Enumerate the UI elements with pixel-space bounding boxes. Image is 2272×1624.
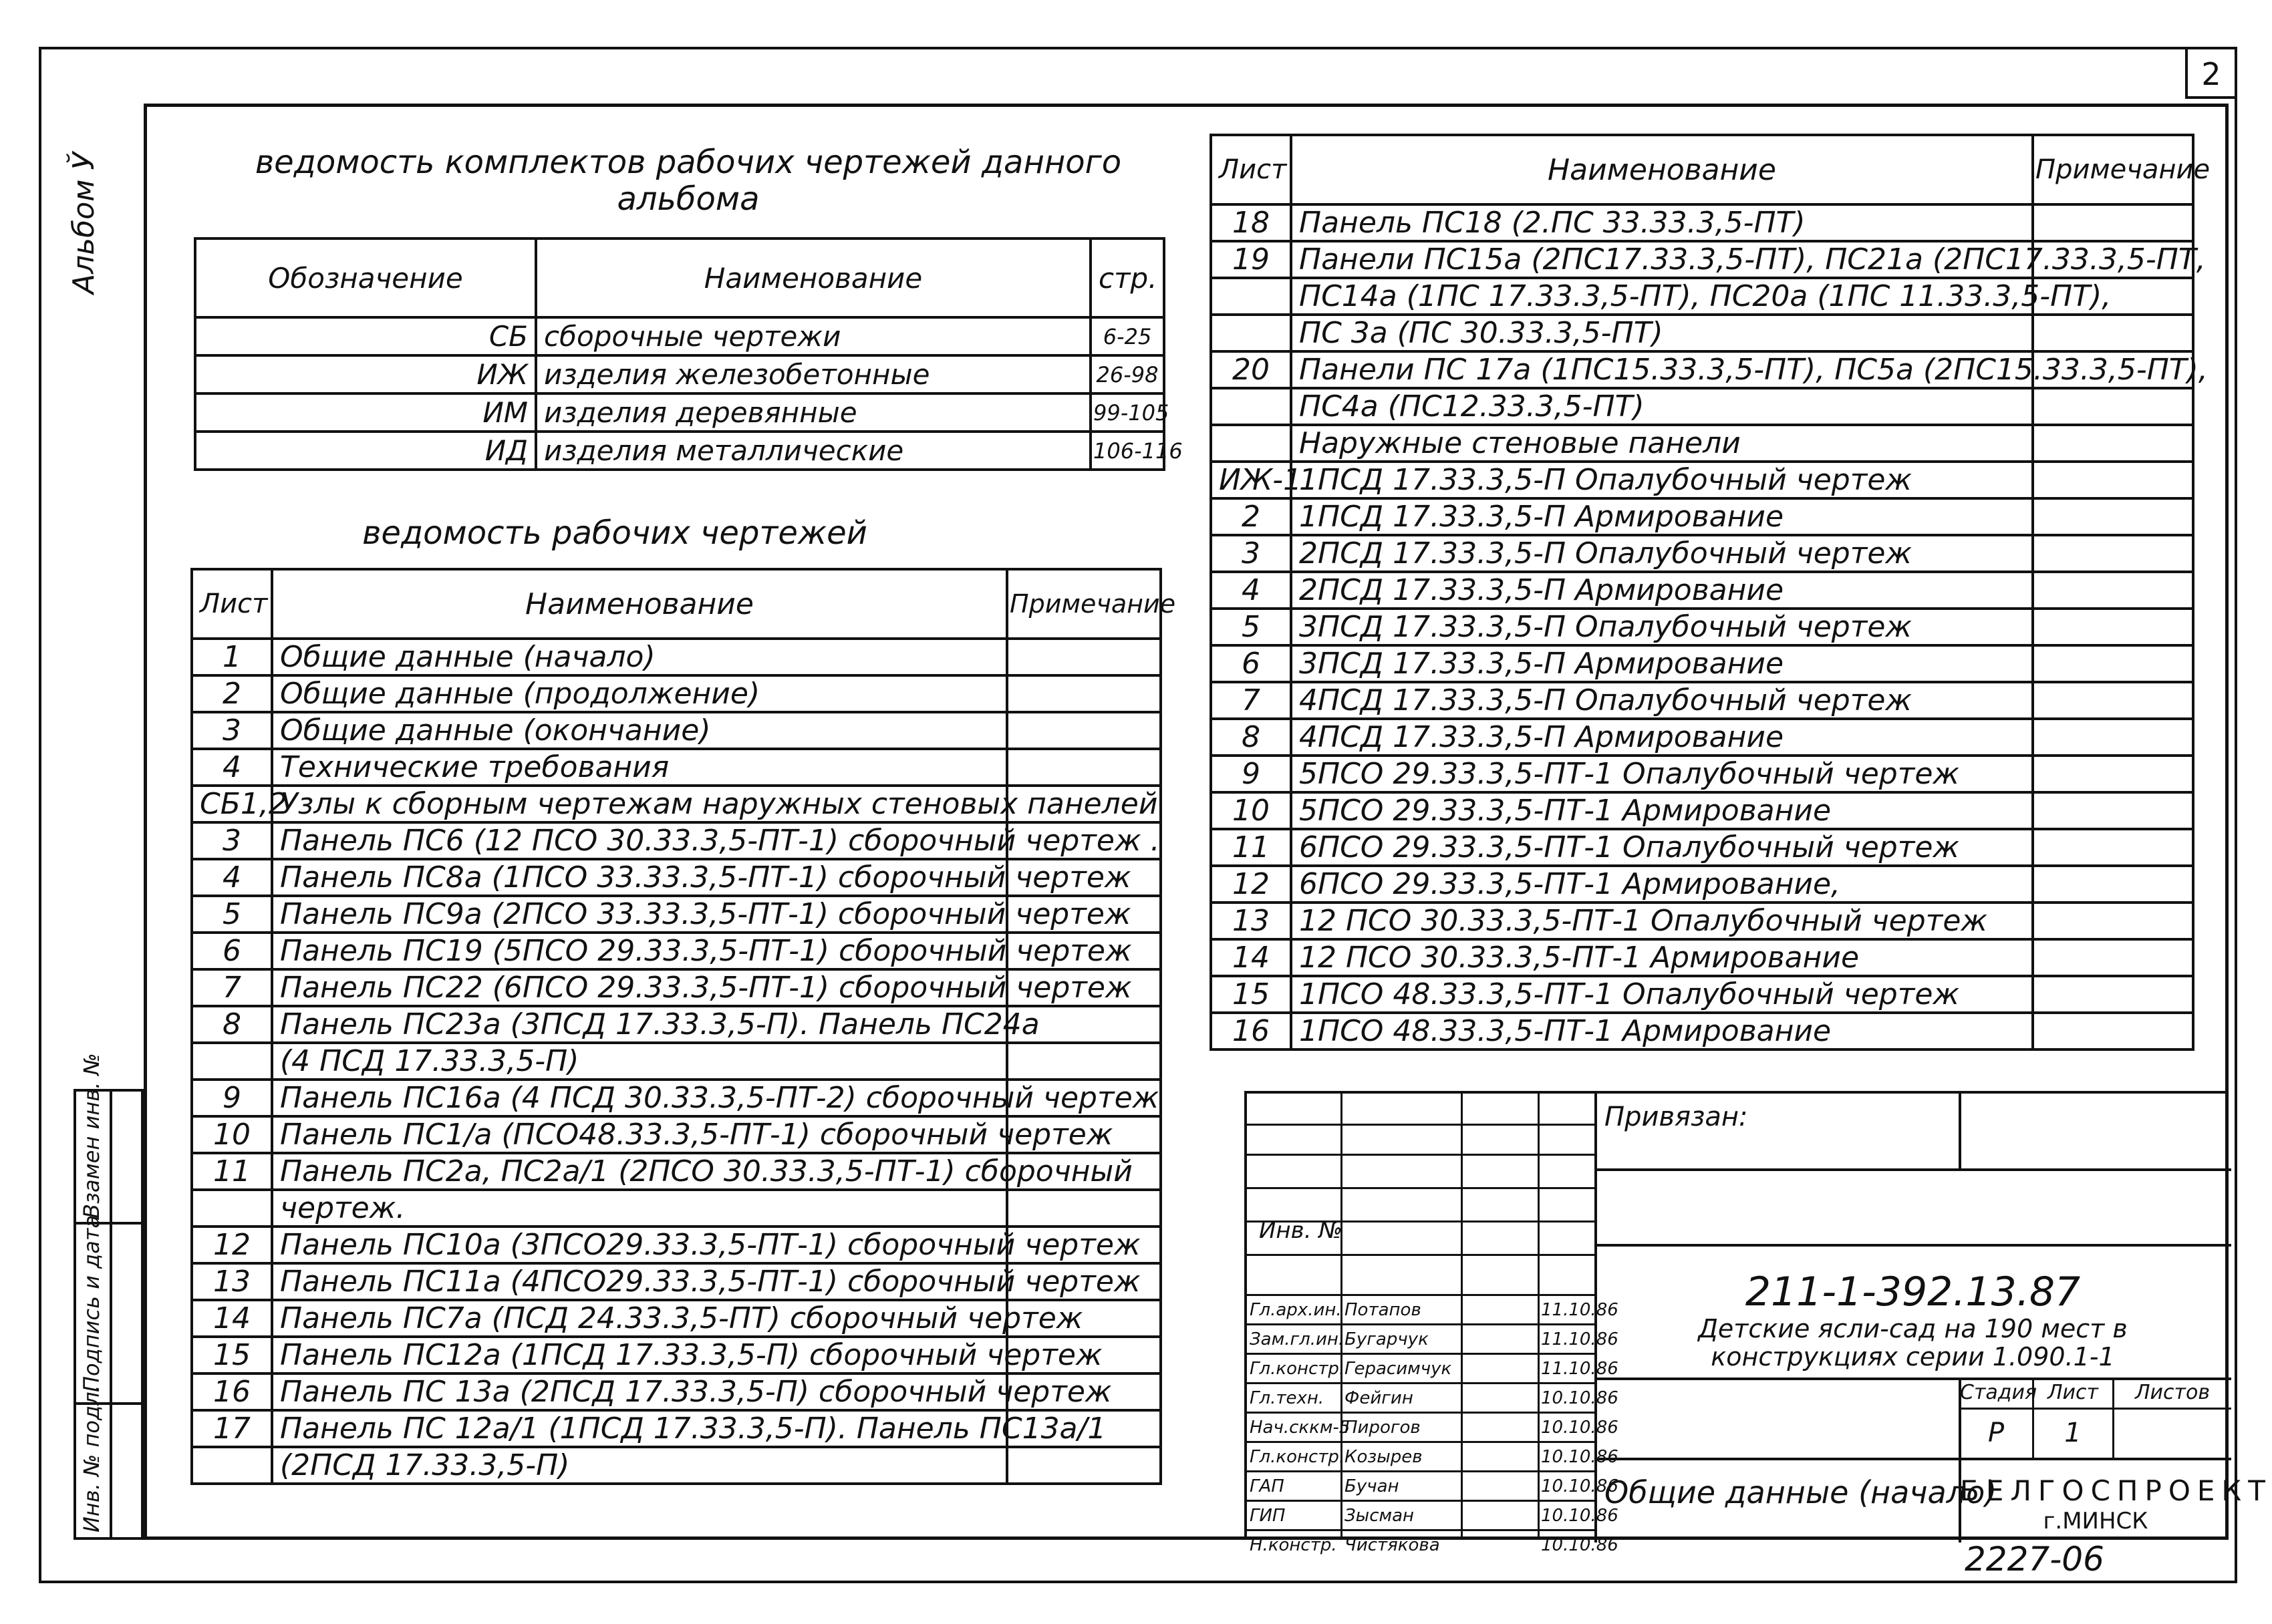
table-row <box>195 393 1164 432</box>
cell-name: 1ПСД 17.33.3,5-П Армирование <box>1291 498 2033 535</box>
table-row <box>195 355 1164 393</box>
table-row <box>1211 682 2193 719</box>
table-row <box>192 1080 1161 1116</box>
cell-name: ПС 3а (ПС 30.33.3,5-ПТ) <box>1291 315 2033 351</box>
signature-date: 11.10.86 <box>1541 1329 1618 1349</box>
cell-page: 106-116 <box>1091 432 1164 470</box>
table-row <box>1211 425 2193 462</box>
cell-name: чертеж. <box>272 1190 1007 1227</box>
sheet-value: 1 <box>2064 1418 2082 1448</box>
table-row <box>192 786 1161 822</box>
table-row <box>192 749 1161 786</box>
signature-role: Н.констр. <box>1250 1535 1337 1555</box>
project-code: 211-1-392.13.87 <box>1745 1269 2081 1315</box>
table-row <box>1211 903 2193 939</box>
table-row <box>1211 939 2193 976</box>
cell-sheet <box>192 1447 272 1484</box>
cell-note <box>2033 829 2193 866</box>
cell-name: 1ПСД 17.33.3,5-П Опалубочный чертеж <box>1291 462 2033 498</box>
cell-name: изделия деревянные <box>536 393 1091 432</box>
table-row <box>1211 535 2193 572</box>
cell-name: изделия железобетонные <box>536 355 1091 393</box>
cell-sheet: 9 <box>192 1080 272 1116</box>
cell-note <box>2033 609 2193 645</box>
cell-note <box>2033 572 2193 609</box>
cell-name: 4ПСД 17.33.3,5-П Опалубочный чертеж <box>1291 682 2033 719</box>
signature-row <box>1247 1441 1618 1470</box>
cell-sheet: 7 <box>1211 682 1291 719</box>
cell-sheet: 8 <box>192 1006 272 1043</box>
sheet-title: Общие данные (начало) <box>1604 1474 1997 1510</box>
table-row <box>192 1116 1161 1153</box>
cell-sheet: 13 <box>1211 903 1291 939</box>
signature-name: Бучан <box>1344 1476 1399 1496</box>
table-row <box>192 1300 1161 1337</box>
cell-note <box>2033 498 2193 535</box>
signature-row <box>1247 1500 1618 1529</box>
cell-name: Панель ПС12а (1ПСД 17.33.3,5-П) сборочный чертеж <box>272 1337 1007 1373</box>
cell-name: Общие данные (начало) <box>272 639 1007 675</box>
table-row <box>192 1043 1161 1080</box>
cell-name: Общие данные (продолжение) <box>272 675 1007 712</box>
cell-note <box>2033 903 2193 939</box>
signature-date: 11.10.86 <box>1541 1359 1618 1379</box>
cell-sheet: 5 <box>1211 609 1291 645</box>
cell-name: изделия металлические <box>536 432 1091 470</box>
cell-name: 1ПСО 48.33.3,5-ПТ-1 Опалубочный чертеж <box>1291 976 2033 1013</box>
cell-sheet: 6 <box>192 933 272 969</box>
cell-sheet: 11 <box>192 1153 272 1190</box>
signature-date: 11.10.86 <box>1541 1300 1618 1320</box>
cell-sheet: 2 <box>1211 498 1291 535</box>
signature-role: Нач.сккм-5 <box>1250 1418 1351 1438</box>
table-row <box>195 432 1164 470</box>
signature-name: Козырев <box>1344 1447 1423 1467</box>
sheet-number-box <box>2185 47 2237 99</box>
cell-page: 99-105 <box>1091 393 1164 432</box>
cell-note <box>2033 462 2193 498</box>
cell-name: Панель ПС22 (6ПСО 29.33.3,5-ПТ-1) сборочный чертеж <box>272 969 1007 1006</box>
cell-name: Панель ПС16а (4 ПСД 30.33.3,5-ПТ-2) сборочный чертеж <box>272 1080 1007 1116</box>
cell-name: Панель ПС1/а (ПСО48.33.3,5-ПТ-1) сборочный чертеж <box>272 1116 1007 1153</box>
cell-sheet <box>1211 388 1291 425</box>
signature-role: Гл.констр. <box>1250 1447 1345 1467</box>
table-row <box>192 896 1161 933</box>
inv-no-label: Инв. № подл. <box>79 1385 104 1532</box>
cell-name: Панель ПС7а (ПСД 24.33.3,5-ПТ) сборочный чертеж <box>272 1300 1007 1337</box>
cell-designation: ИЖ <box>195 355 536 393</box>
stage-label: Стадия <box>1960 1381 2037 1404</box>
cell-name: Панель ПС2а, ПС2а/1 (2ПСО 30.33.3,5-ПТ-1) сборочный <box>272 1153 1007 1190</box>
cell-sheet: 4 <box>192 859 272 896</box>
table-row <box>1211 719 2193 756</box>
header-designation: Обозначение <box>195 238 536 317</box>
cell-name: 5ПСО 29.33.3,5-ПТ-1 Опалубочный чертеж <box>1291 756 2033 792</box>
header-note: Примечание <box>2033 135 2193 204</box>
cell-sheet: 6 <box>1211 645 1291 682</box>
cell-note <box>2033 204 2193 241</box>
cell-sheet: 14 <box>1211 939 1291 976</box>
project-line-1: Детские ясли-сад на 190 мест в <box>1698 1314 2128 1343</box>
table-row <box>192 675 1161 712</box>
table-drawings-title: ведомость рабочих чертежей <box>362 514 867 552</box>
table-row <box>1211 645 2193 682</box>
signature-role: Гл.техн. <box>1250 1388 1324 1408</box>
table-row <box>1211 829 2193 866</box>
header-sheet: Лист <box>192 569 272 639</box>
cell-name: 12 ПСО 30.33.3,5-ПТ-1 Армирование <box>1291 939 2033 976</box>
cell-sheet: 3 <box>192 822 272 859</box>
signature-date: 10.10.86 <box>1541 1418 1618 1438</box>
cell-sheet: 15 <box>192 1337 272 1373</box>
cell-name: Панель ПС19 (5ПСО 29.33.3,5-ПТ-1) сборочный чертеж <box>272 933 1007 969</box>
signature-row <box>1247 1294 1618 1323</box>
signature-role: ГИП <box>1250 1506 1286 1526</box>
inv-no-label-block: Инв. № <box>1259 1217 1342 1244</box>
cell-sheet: 12 <box>1211 866 1291 903</box>
cell-name: Панель ПС11а (4ПСО29.33.3,5-ПТ-1) сборочный чертеж <box>272 1263 1007 1300</box>
sheet-number: 2 <box>2201 56 2221 92</box>
table-row <box>1211 498 2193 535</box>
side-stamp <box>74 1053 144 1540</box>
cell-name: Общие данные (окончание) <box>272 712 1007 749</box>
signature-row <box>1247 1529 1618 1559</box>
cell-sheet: 7 <box>192 969 272 1006</box>
cell-sheet <box>192 1190 272 1227</box>
cell-sheet: 10 <box>192 1116 272 1153</box>
table-row <box>192 1006 1161 1043</box>
table-row <box>192 1227 1161 1263</box>
table-row <box>1211 1013 2193 1049</box>
table-row <box>1211 278 2193 315</box>
table-row <box>192 1190 1161 1227</box>
cell-note <box>2033 939 2193 976</box>
header-name: Наименование <box>536 238 1091 317</box>
cell-sheet <box>1211 278 1291 315</box>
cell-page: 26-98 <box>1091 355 1164 393</box>
table-row <box>192 859 1161 896</box>
cell-name: Технические требования <box>272 749 1007 786</box>
cell-note <box>2033 866 2193 903</box>
signature-row <box>1247 1353 1618 1382</box>
cell-sheet: 3 <box>1211 535 1291 572</box>
cell-name: Панель ПС 13а (2ПСД 17.33.3,5-П) сборочный чертеж <box>272 1373 1007 1410</box>
header-name: Наименование <box>1291 135 2033 204</box>
signature-row <box>1247 1382 1618 1412</box>
sheets-label: Листов <box>2134 1381 2211 1404</box>
cell-designation: СБ <box>195 317 536 355</box>
project-line-2: конструкциях серии 1.090.1-1 <box>1711 1342 2115 1371</box>
signature-date: 10.10.86 <box>1541 1476 1618 1496</box>
cell-page: 6-25 <box>1091 317 1164 355</box>
cell-note <box>2033 1013 2193 1049</box>
cell-name: Узлы к сборным чертежам наружных стеновых панелей <box>272 786 1007 822</box>
header-page: стр. <box>1091 238 1164 317</box>
cell-sheet: СБ1,2 <box>192 786 272 822</box>
linked-label: Привязан: <box>1604 1102 1748 1132</box>
cell-note <box>1007 1043 1161 1080</box>
header-sheet: Лист <box>1211 135 1291 204</box>
people-list <box>1247 1294 1618 1559</box>
signature-name: Герасимчук <box>1344 1359 1452 1379</box>
cell-sheet: 12 <box>192 1227 272 1263</box>
table-row <box>192 712 1161 749</box>
table-sets-title-2: альбома <box>617 180 760 218</box>
table-row <box>195 317 1164 355</box>
cell-name: 3ПСД 17.33.3,5-П Опалубочный чертеж <box>1291 609 2033 645</box>
table-row <box>1211 351 2193 388</box>
cell-note <box>2033 976 2193 1013</box>
cell-sheet: 2 <box>192 675 272 712</box>
cell-note <box>1007 712 1161 749</box>
cell-name: Наружные стеновые панели <box>1291 425 2033 462</box>
cell-name: ПС4а (ПС12.33.3,5-ПТ) <box>1291 388 2033 425</box>
cell-note <box>2033 719 2193 756</box>
cell-note <box>2033 756 2193 792</box>
org-name: БЕЛГОСПРОЕКТ <box>1960 1474 2272 1507</box>
bottom-number: 2227-06 <box>1965 1540 2104 1579</box>
cell-name: 5ПСО 29.33.3,5-ПТ-1 Армирование <box>1291 792 2033 829</box>
signature-role: Гл.арх.ин. <box>1250 1300 1342 1320</box>
cell-note <box>2033 645 2193 682</box>
table-row <box>192 933 1161 969</box>
table-sets <box>194 237 1183 471</box>
cell-sheet: 16 <box>192 1373 272 1410</box>
cell-name: Панель ПС18 (2.ПС 33.33.3,5-ПТ) <box>1291 204 2033 241</box>
signature-role: Зам.гл.ин. <box>1250 1329 1344 1349</box>
cell-name: Панель ПС6 (12 ПСО 30.33.3,5-ПТ-1) сборочный чертеж . <box>272 822 1007 859</box>
signature-name: Зысман <box>1344 1506 1415 1526</box>
cell-sheet: 13 <box>192 1263 272 1300</box>
cell-name: 1ПСО 48.33.3,5-ПТ-1 Армирование <box>1291 1013 2033 1049</box>
cell-name: Панель ПС8а (1ПСО 33.33.3,5-ПТ-1) сборочный чертеж <box>272 859 1007 896</box>
cell-name: (2ПСД 17.33.3,5-П) <box>272 1447 1007 1484</box>
table-row <box>192 1337 1161 1373</box>
cell-note <box>2033 425 2193 462</box>
table-row <box>1211 609 2193 645</box>
signature-role: ГАП <box>1250 1476 1284 1496</box>
table-row <box>192 1263 1161 1300</box>
cell-sheet: ИЖ-1 <box>1211 462 1291 498</box>
signature-row <box>1247 1412 1618 1441</box>
cell-name: 4ПСД 17.33.3,5-П Армирование <box>1291 719 2033 756</box>
table-drawings <box>190 568 1176 1485</box>
table-row <box>192 1153 1161 1190</box>
cell-name: 3ПСД 17.33.3,5-П Армирование <box>1291 645 2033 682</box>
cell-sheet: 1 <box>192 639 272 675</box>
cell-name: Панель ПС 12а/1 (1ПСД 17.33.3,5-П). Панель ПС13а/1 <box>272 1410 1007 1447</box>
table-row <box>1211 572 2193 609</box>
table-row <box>1211 756 2193 792</box>
table-row <box>1211 315 2193 351</box>
cell-name: Панель ПС9а (2ПСО 33.33.3,5-ПТ-1) сборочный чертеж <box>272 896 1007 933</box>
cell-name: 2ПСД 17.33.3,5-П Армирование <box>1291 572 2033 609</box>
cell-sheet <box>1211 425 1291 462</box>
signature-date: 10.10.86 <box>1541 1388 1618 1408</box>
cell-sheet: 4 <box>1211 572 1291 609</box>
cell-sheet: 4 <box>192 749 272 786</box>
cell-name: Панели ПС15а (2ПС17.33.3,5-ПТ), ПС21а (2ПС17.33.3,5-ПТ, <box>1291 241 2033 278</box>
cell-sheet: 14 <box>192 1300 272 1337</box>
album-label: Альбом Ў <box>67 152 101 294</box>
table-row <box>1211 792 2193 829</box>
cell-note <box>1007 1190 1161 1227</box>
cell-sheet: 18 <box>1211 204 1291 241</box>
sign-date-label: Подпись и дата <box>79 1214 104 1392</box>
cell-sheet: 9 <box>1211 756 1291 792</box>
cell-note <box>2033 682 2193 719</box>
cell-designation: ИД <box>195 432 536 470</box>
cell-name: 2ПСД 17.33.3,5-П Опалубочный чертеж <box>1291 535 2033 572</box>
signature-row <box>1247 1323 1618 1353</box>
cell-note <box>1007 675 1161 712</box>
table-sets-title-1: ведомость комплектов рабочих чертежей данного <box>255 144 1122 181</box>
cell-name: (4 ПСД 17.33.3,5-П) <box>272 1043 1007 1080</box>
cell-name: 6ПСО 29.33.3,5-ПТ-1 Опалубочный чертеж <box>1291 829 2033 866</box>
cell-sheet: 20 <box>1211 351 1291 388</box>
signature-name: Бугарчук <box>1344 1329 1429 1349</box>
signature-role: Гл.констр. <box>1250 1359 1345 1379</box>
signature-row <box>1247 1470 1618 1500</box>
cell-note <box>1007 639 1161 675</box>
table-row <box>1211 241 2193 278</box>
table-row <box>192 1447 1161 1484</box>
cell-note <box>1007 749 1161 786</box>
signature-name: Пирогов <box>1344 1418 1421 1438</box>
table-row <box>192 822 1161 859</box>
cell-name: ПС14а (1ПС 17.33.3,5-ПТ), ПС20а (1ПС 11.33.3,5-ПТ), <box>1291 278 2033 315</box>
cell-name: Панель ПС10а (3ПСО29.33.3,5-ПТ-1) сборочный чертеж <box>272 1227 1007 1263</box>
cell-name: сборочные чертежи <box>536 317 1091 355</box>
cell-name: Панель ПС23а (3ПСД 17.33.3,5-П). Панель ПС24а <box>272 1006 1007 1043</box>
replace-inv-label: Взамен инв. № <box>79 1053 104 1219</box>
table-row <box>192 639 1161 675</box>
table-row <box>1211 462 2193 498</box>
signature-name: Фейгин <box>1344 1388 1413 1408</box>
cell-sheet: 19 <box>1211 241 1291 278</box>
stage-value: Р <box>1987 1418 2005 1448</box>
sheet-label: Лист <box>2047 1381 2099 1404</box>
table-row <box>1211 976 2193 1013</box>
table-row <box>1211 388 2193 425</box>
cell-sheet: 8 <box>1211 719 1291 756</box>
cell-note <box>2033 535 2193 572</box>
cell-name: Панели ПС 17а (1ПС15.33.3,5-ПТ), ПС5а (2ПС15.33.3,5-ПТ), <box>1291 351 2033 388</box>
cell-sheet: 10 <box>1211 792 1291 829</box>
title-block <box>1244 1091 2272 1555</box>
cell-sheet: 5 <box>192 896 272 933</box>
table-row <box>192 1373 1161 1410</box>
table-right <box>1210 134 2211 1051</box>
cell-sheet: 15 <box>1211 976 1291 1013</box>
signature-date: 10.10.86 <box>1541 1506 1618 1526</box>
table-row <box>1211 204 2193 241</box>
cell-designation: ИМ <box>195 393 536 432</box>
cell-note <box>2033 792 2193 829</box>
table-row <box>192 1410 1161 1447</box>
org-city: г.МИНСК <box>2043 1508 2148 1534</box>
cell-name: 6ПСО 29.33.3,5-ПТ-1 Армирование, <box>1291 866 2033 903</box>
signature-name: Потапов <box>1344 1300 1421 1320</box>
header-note: Примечание <box>1007 569 1161 639</box>
cell-sheet: 11 <box>1211 829 1291 866</box>
cell-sheet: 17 <box>192 1410 272 1447</box>
cell-sheet <box>192 1043 272 1080</box>
table-row <box>1211 866 2193 903</box>
cell-sheet: 3 <box>192 712 272 749</box>
cell-note <box>2033 315 2193 351</box>
table-row <box>192 969 1161 1006</box>
cell-name: 12 ПСО 30.33.3,5-ПТ-1 Опалубочный чертеж <box>1291 903 2033 939</box>
cell-note <box>2033 388 2193 425</box>
cell-note <box>1007 1447 1161 1484</box>
signature-date: 10.10.86 <box>1541 1447 1618 1467</box>
header-name: Наименование <box>272 569 1007 639</box>
signature-name: Чистякова <box>1344 1535 1440 1555</box>
signature-date: 10.10.86 <box>1541 1535 1618 1555</box>
cell-sheet <box>1211 315 1291 351</box>
cell-sheet: 16 <box>1211 1013 1291 1049</box>
